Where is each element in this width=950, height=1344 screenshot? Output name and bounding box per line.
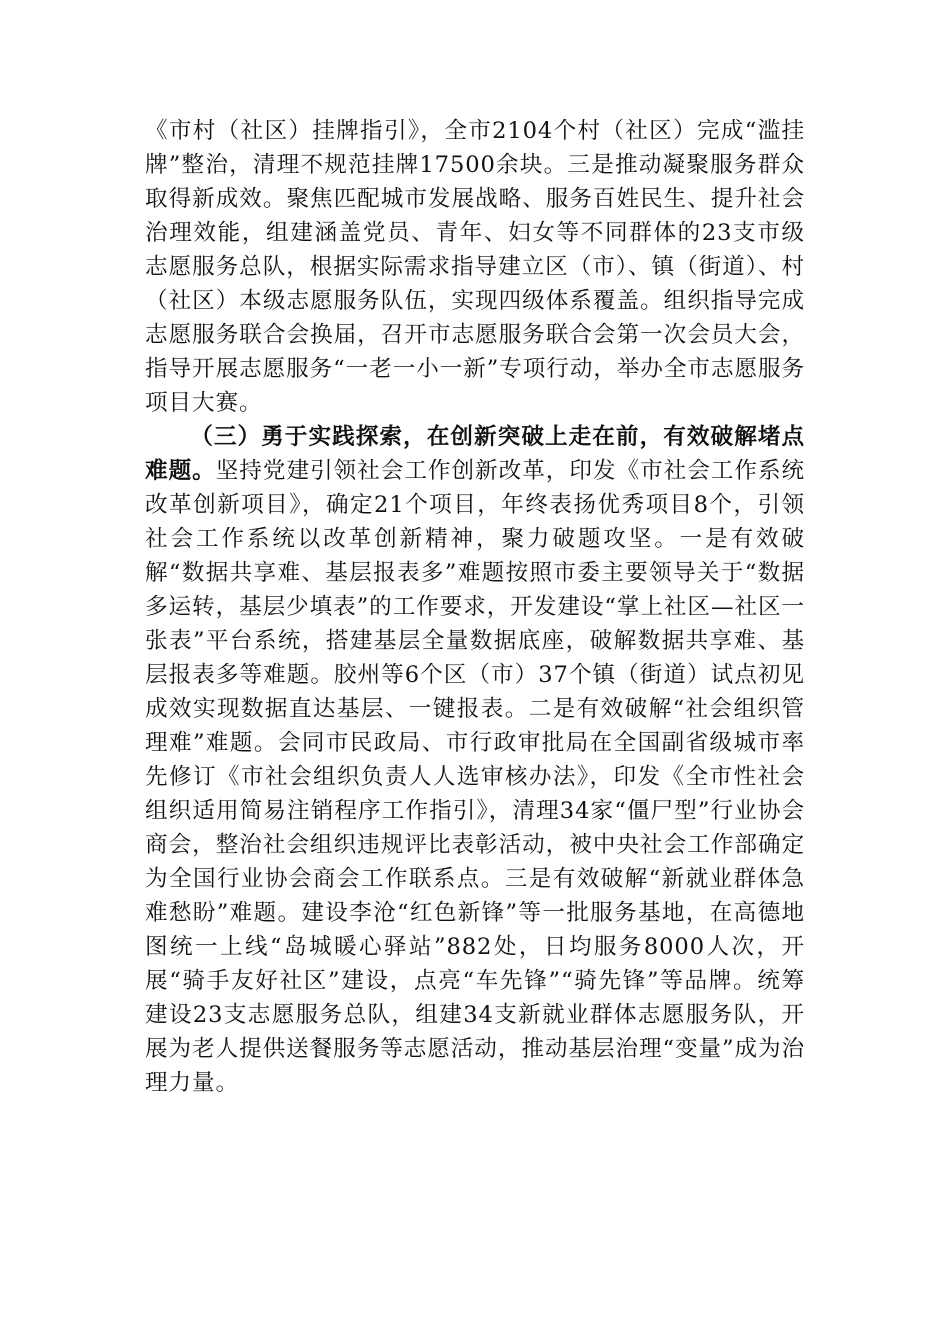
paragraph-section-3 [145,420,805,1100]
section-3-body: 坚持党建引领社会工作创新改革，印发《市社会工作系统改革创新项目》，确定21个项目，年终表扬优秀项目8个，引领社会工作系统以改革创新精神，聚力破题攻坚。一是有效破解“数据共享难、基层报表多”难题按照市委主要领导关于“数据多运转，基层少填表”的工作要求，开发建设“掌上社区—社区一张表”平台系统，搭建基层全量数据底座，破解数据共享难、基层报表多等难题。胶州等6个区（市）37个镇（街道）试点初见成效实现数据直达基层、一键报表。二是有效破解“社会组织管理难”难题。会同市民政局、市行政审批局在全国副省级城市率先修订《市社会组织负责人人选审核办法》，印发《全市性社会组织适用简易注销程序工作指引》，清理34家“僵尸型”行业协会商会，整治社会组织违规评比表彰活动，被中央社会工作部确定为全国行业协会商会工作联系点。三是有效破解“新就业群体急难愁盼”难题。建设李沧“红色新锋”等一批服务基地，在高德地图统一上线“岛城暖心驿站”882处，日均服务8000人次，开展“骑手友好社区”建设，点亮“车先锋”“骑先锋”等品牌。统筹建设23支志愿服务总队，组建34支新就业群体志愿服务队，开展为老人提供送餐服务等志愿活动，推动基层治理“变量”成为治理力量。 [145,458,806,1096]
document-body [145,114,805,1100]
paragraph-volunteer-services: 《市村（社区）挂牌指引》，全市2104个村（社区）完成“滥挂牌”整治，清理不规范挂牌17500余块。三是推动凝聚服务群众取得新成效。聚焦匹配城市发展战略、服务百姓民生、提升社会治理效能，组建涵盖党员、青年、妇女等不同群体的23支市级志愿服务总队，根据实际需求指导建立区（市）、镇（街道）、村（社区）本级志愿服务队伍，实现四级体系覆盖。组织指导完成志愿服务联合会换届，召开市志愿服务联合会第一次会员大会，指导开展志愿服务“一老一小一新”专项行动，举办全市志愿服务项目大赛。 [145,118,805,416]
section-3-heading: （三）勇于实践探索，在创新突破上走在前，有效破解堵点难题。 [145,424,805,484]
